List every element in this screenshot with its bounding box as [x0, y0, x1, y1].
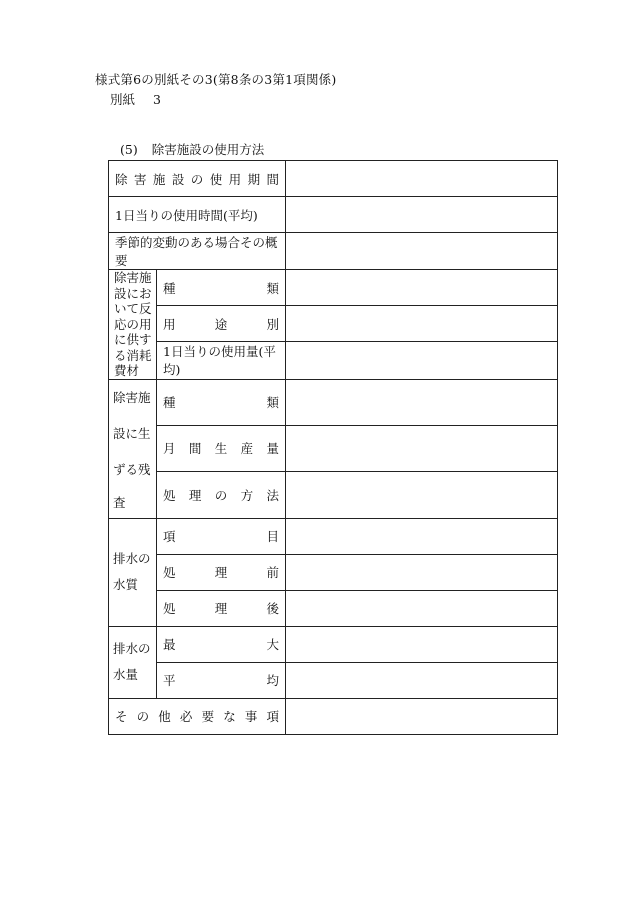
- label-char: 法: [266, 487, 280, 503]
- value-residue-kind[interactable]: [286, 379, 558, 425]
- section-title: 除害施設の使用方法: [151, 142, 265, 157]
- label-char: 途: [214, 316, 228, 332]
- label-char: 用: [163, 316, 176, 332]
- label-char: 前: [266, 565, 280, 580]
- table-row: [109, 161, 558, 197]
- label-char: 理: [214, 601, 228, 616]
- label-water-quality-after: [157, 590, 286, 626]
- group-residue-text: [113, 380, 152, 518]
- table-row: [109, 270, 558, 306]
- label-char: そ: [115, 709, 128, 724]
- value-water-volume-max[interactable]: [286, 626, 558, 662]
- label-seasonal-text: 季節的変動のある場合その概要: [115, 235, 278, 268]
- label-char: 設: [171, 171, 185, 187]
- label-water-quality-before: [157, 554, 286, 590]
- group-residue: [109, 379, 157, 518]
- label-char: 生: [214, 441, 228, 457]
- table-row: [109, 342, 558, 379]
- value-daily-hours[interactable]: [286, 197, 558, 233]
- table-row: [109, 197, 558, 233]
- table-row: [109, 518, 558, 554]
- value-consumables-daily[interactable]: [286, 342, 558, 379]
- group-line: 除害施: [113, 389, 151, 405]
- label-char: 最: [163, 637, 176, 652]
- label-residue-monthly-text: [163, 439, 279, 457]
- label-char: 必: [179, 709, 193, 724]
- value-seasonal[interactable]: [286, 233, 558, 270]
- group-water-quality: [109, 518, 157, 626]
- label-char: 後: [266, 601, 280, 616]
- label-residue-disposal: [157, 472, 286, 518]
- label-residue-monthly: [157, 425, 286, 471]
- group-line: 排水の: [113, 551, 151, 566]
- section-heading: [120, 140, 264, 158]
- group-line: に供す: [114, 332, 152, 347]
- attachment-label: [110, 90, 161, 108]
- group-line: 費材: [114, 363, 140, 378]
- label-char: 量: [266, 441, 280, 457]
- label-char: 種: [163, 395, 176, 411]
- label-char: 項: [163, 529, 176, 544]
- label-consumables-kind-text: [163, 279, 279, 297]
- table-row: [109, 425, 558, 471]
- label-water-volume-max-text: [163, 635, 279, 653]
- label-consumables-daily-text: 1日当りの使用量(平均): [163, 344, 276, 378]
- group-line: 排水の: [113, 641, 151, 656]
- group-line: 設に生: [113, 425, 151, 441]
- label-usage-period: [109, 161, 286, 197]
- label-char: 類: [266, 280, 280, 296]
- attachment-label-text: 別紙: [110, 92, 136, 107]
- table-row: [109, 233, 558, 270]
- label-water-volume-avg: [157, 662, 286, 698]
- label-char: な: [223, 709, 236, 724]
- group-line: 除害施: [114, 270, 152, 285]
- label-char: 平: [163, 673, 176, 688]
- section-number: (5): [120, 142, 138, 157]
- label-other: [109, 698, 286, 734]
- group-line: ずる残: [113, 461, 151, 477]
- label-char: 項: [266, 709, 279, 724]
- group-consumables: [109, 270, 157, 380]
- label-char: 除: [115, 171, 128, 187]
- label-consumables-daily: [157, 342, 286, 379]
- value-water-quality-after[interactable]: [286, 590, 558, 626]
- label-char: 月: [163, 441, 176, 457]
- label-char: 類: [266, 395, 280, 411]
- value-water-quality-before[interactable]: [286, 554, 558, 590]
- table-row: [109, 662, 558, 698]
- label-residue-kind-text: [163, 393, 279, 411]
- group-line: いて反: [114, 301, 152, 316]
- label-char: 間: [188, 441, 202, 457]
- label-char: 処: [163, 487, 176, 503]
- label-daily-hours: [109, 197, 286, 233]
- label-char: 大: [266, 637, 280, 652]
- label-char: 要: [201, 709, 215, 724]
- label-consumables-use-text: [163, 315, 279, 333]
- label-water-quality-item-text: [163, 527, 279, 545]
- label-usage-period-text: [115, 170, 279, 188]
- label-daily-hours-text: 1日当りの使用時間(平均): [115, 207, 258, 223]
- table-row: [109, 554, 558, 590]
- label-char: 間: [266, 171, 280, 187]
- label-water-volume-max: [157, 626, 286, 662]
- table-row: [109, 626, 558, 662]
- label-char: 方: [240, 487, 254, 503]
- value-consumables-kind[interactable]: [286, 270, 558, 306]
- value-residue-disposal[interactable]: [286, 472, 558, 518]
- label-char: の: [190, 171, 204, 187]
- label-residue-kind: [157, 379, 286, 425]
- group-line: 水質: [113, 577, 139, 592]
- label-seasonal: [109, 233, 286, 270]
- label-char: 用: [228, 171, 242, 187]
- label-char: 使: [209, 171, 223, 187]
- label-water-quality-before-text: [163, 563, 279, 581]
- table-row: [109, 590, 558, 626]
- label-consumables-kind: [157, 270, 286, 306]
- group-line: 査: [113, 494, 126, 510]
- label-char: 目: [266, 529, 280, 544]
- label-char: の: [136, 709, 150, 724]
- label-char: 処: [163, 565, 176, 580]
- label-char: 理: [214, 565, 228, 580]
- value-usage-period[interactable]: [286, 161, 558, 197]
- label-other-text: [115, 707, 279, 725]
- table-row: [109, 379, 558, 425]
- label-char: 種: [163, 280, 176, 296]
- group-water-volume-text: [113, 636, 152, 688]
- label-char: 理: [188, 487, 202, 503]
- value-consumables-use[interactable]: [286, 306, 558, 342]
- table-row: [109, 306, 558, 342]
- group-line: る消耗: [114, 347, 152, 363]
- table-row: [109, 472, 558, 518]
- group-line: 応の用: [114, 316, 152, 332]
- label-water-quality-item: [157, 518, 286, 554]
- group-water-volume: [109, 626, 157, 698]
- group-water-quality-text: [113, 546, 152, 598]
- label-char: の: [214, 487, 228, 503]
- label-char: 均: [266, 673, 280, 688]
- value-water-quality-item[interactable]: [286, 518, 558, 554]
- label-char: 期: [247, 171, 261, 187]
- label-water-quality-after-text: [163, 599, 279, 617]
- label-char: 他: [158, 709, 171, 724]
- label-char: 産: [240, 441, 254, 457]
- value-residue-monthly[interactable]: [286, 425, 558, 471]
- value-other[interactable]: [286, 698, 558, 734]
- label-char: 害: [133, 171, 147, 187]
- form-number-line: 様式第6の別紙その3(第8条の3第1項関係): [95, 72, 337, 87]
- label-water-volume-avg-text: [163, 671, 279, 689]
- label-char: 事: [244, 709, 258, 724]
- table-row: [109, 698, 558, 734]
- group-consumables-text: [113, 270, 152, 379]
- label-char: 施: [152, 171, 166, 187]
- label-residue-disposal-text: [163, 486, 279, 504]
- label-consumables-use: [157, 306, 286, 342]
- usage-method-table: [108, 160, 558, 735]
- group-line: 設にお: [114, 285, 152, 301]
- label-char: 処: [163, 601, 176, 616]
- value-water-volume-avg[interactable]: [286, 662, 558, 698]
- attachment-number: 3: [153, 92, 161, 107]
- group-line: 水量: [113, 667, 139, 682]
- label-char: 別: [266, 316, 280, 332]
